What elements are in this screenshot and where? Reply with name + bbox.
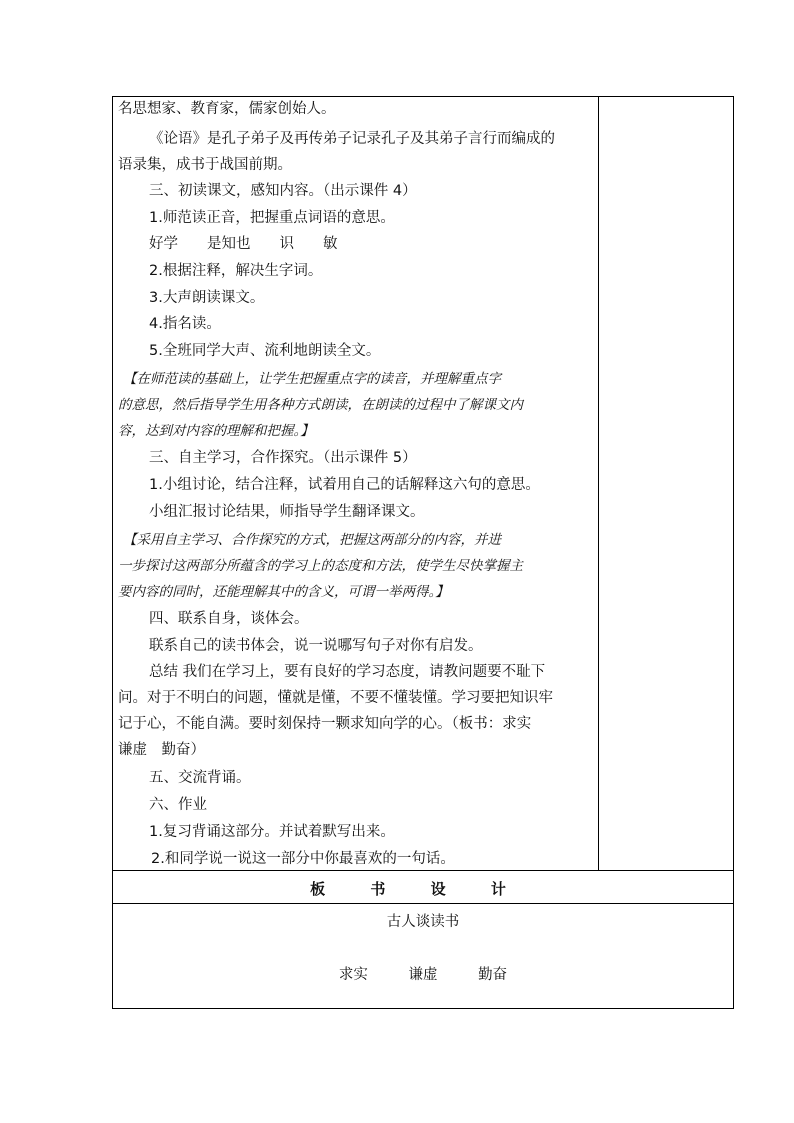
text-line: 3.大声朗读课文。 <box>149 290 265 306</box>
board-keyword: 谦虚 <box>408 967 438 983</box>
text-line: 记于心，不能自满。要时刻保持一颗求知向学的心。（板书：求实 <box>118 716 532 732</box>
section-heading: 四、联系自身，谈体会。 <box>149 611 309 627</box>
teaching-note: 【在师范读的基础上，让学生把握重点字的读音，并理解重点字 <box>123 371 501 387</box>
board-keyword: 求实 <box>338 967 368 983</box>
section-heading: 三、自主学习，合作探究。（出示课件 5） <box>149 450 417 466</box>
text-line: 2.和同学说一说这一部分中你最喜欢的一句话。 <box>151 851 455 867</box>
text-line: 2.根据注释，解决生字词。 <box>149 263 323 279</box>
teaching-note: 要内容的同时，还能理解其中的含义，可谓一举两得。】 <box>118 584 449 600</box>
column-divider <box>598 96 599 871</box>
row-divider-top <box>112 870 734 871</box>
text-line: 小组汇报讨论结果，师指导学生翻译课文。 <box>149 504 425 520</box>
text-line: 1.复习背诵这部分。并试着默写出来。 <box>149 824 395 840</box>
board-design-heading: 板 书 设 计 <box>310 880 526 898</box>
text-line: 1.小组讨论，结合注释，试着用自己的话解释这六句的意思。 <box>149 477 540 493</box>
row-divider-bottom <box>112 903 734 904</box>
text-line: 问。对于不明白的问题，懂就是懂，不要不懂装懂。学习要把知识牢 <box>118 690 553 706</box>
vocab-line: 好学 是知也 识 敏 <box>149 236 338 252</box>
section-heading: 三、初读课文，感知内容。（出示课件 4） <box>149 183 417 199</box>
text-line: 语录集，成书于战国前期。 <box>118 157 292 173</box>
teaching-note: 的意思，然后指导学生用各种方式朗读，在朗读的过程中了解课文内 <box>118 397 523 413</box>
text-line: 总结 我们在学习上，要有良好的学习态度，请教问题要不耻下 <box>149 664 546 680</box>
text-line: 1.师范读正音，把握重点词语的意思。 <box>149 210 395 226</box>
section-heading: 五、交流背诵。 <box>149 770 251 786</box>
board-keywords <box>112 963 734 984</box>
board-keyword: 勤奋 <box>478 967 508 983</box>
section-heading: 六、作业 <box>149 797 207 813</box>
lesson-table <box>112 96 734 1009</box>
teaching-note: 【采用自主学习、合作探究的方式，把握这两部分的内容，并进 <box>123 532 501 548</box>
text-line: 4.指名读。 <box>149 316 221 332</box>
board-main-title: 古人谈读书 <box>386 914 460 930</box>
text-line: 联系自己的读书体会，说一说哪写句子对你有启发。 <box>149 638 483 654</box>
text-line: 5.全班同学大声、流利地朗读全文。 <box>149 343 381 359</box>
text-line: 谦虚 勤奋） <box>118 742 205 758</box>
text-line: 《论语》是孔子弟子及再传弟子记录孔子及其弟子言行而编成的 <box>149 131 555 147</box>
text-line: 名思想家、教育家，儒家创始人。 <box>118 101 336 117</box>
teaching-note: 一步探讨这两部分所蕴含的学习上的态度和方法，使学生尽快掌握主 <box>118 558 523 574</box>
teaching-note: 容，达到对内容的理解和把握。】 <box>118 423 314 439</box>
